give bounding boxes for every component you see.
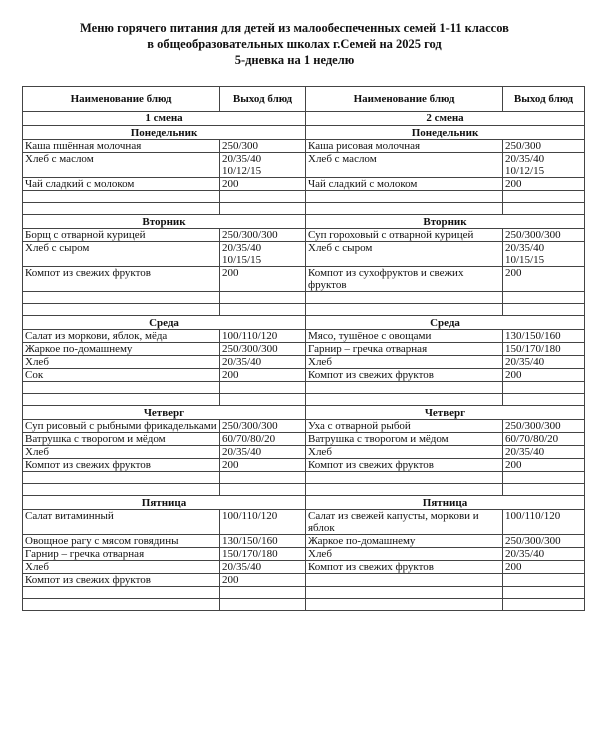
output-cell: 250/300/300 bbox=[503, 535, 585, 548]
table-row bbox=[23, 356, 585, 369]
output-cell: 130/150/160 bbox=[220, 535, 306, 548]
table-row bbox=[23, 330, 585, 343]
day-name: Понедельник bbox=[306, 126, 585, 140]
output-cell: 250/300 bbox=[220, 140, 306, 153]
dish-cell: Чай сладкий с молоком bbox=[23, 178, 220, 191]
empty-cell bbox=[306, 394, 503, 406]
empty-cell bbox=[23, 599, 220, 611]
empty-cell bbox=[306, 587, 503, 599]
output-cell: 200 bbox=[220, 267, 306, 292]
empty-cell bbox=[220, 292, 306, 304]
day-name: Пятница bbox=[23, 496, 306, 510]
shift-label: 1 смена bbox=[23, 112, 306, 126]
output-cell: 250/300 bbox=[503, 140, 585, 153]
dish-cell: Хлеб с сыром bbox=[23, 242, 220, 267]
empty-row bbox=[23, 599, 585, 611]
empty-cell bbox=[503, 484, 585, 496]
output-cell: 200 bbox=[503, 369, 585, 382]
output-cell: 20/35/40 bbox=[220, 446, 306, 459]
output-cell: 20/35/40 10/12/15 bbox=[220, 153, 306, 178]
output-cell: 20/35/40 bbox=[503, 446, 585, 459]
dish-cell: Мясо, тушёное с овощами bbox=[306, 330, 503, 343]
empty-cell bbox=[23, 394, 220, 406]
output-cell: 20/35/40 10/15/15 bbox=[220, 242, 306, 267]
header-row bbox=[23, 87, 585, 112]
empty-cell bbox=[503, 394, 585, 406]
empty-cell bbox=[220, 304, 306, 316]
dish-cell: Компот из свежих фруктов bbox=[23, 267, 220, 292]
empty-cell bbox=[23, 191, 220, 203]
dish-cell: Гарнир – гречка отварная bbox=[23, 548, 220, 561]
dish-cell: Овощное рагу с мясом говядины bbox=[23, 535, 220, 548]
output-cell: 20/35/40 bbox=[503, 548, 585, 561]
output-cell: 200 bbox=[503, 267, 585, 292]
table-row bbox=[23, 548, 585, 561]
dish-cell: Хлеб bbox=[23, 446, 220, 459]
output-cell: 250/300/300 bbox=[503, 229, 585, 242]
output-cell: 250/300/300 bbox=[220, 343, 306, 356]
empty-cell bbox=[220, 599, 306, 611]
output-cell: 100/110/120 bbox=[220, 330, 306, 343]
empty-cell bbox=[23, 472, 220, 484]
empty-row bbox=[23, 484, 585, 496]
table-row bbox=[23, 561, 585, 574]
column-header-output: Выход блюд bbox=[220, 87, 306, 112]
empty-cell bbox=[503, 472, 585, 484]
dish-cell: Компот из свежих фруктов bbox=[23, 459, 220, 472]
dish-cell bbox=[306, 574, 503, 587]
empty-cell bbox=[220, 587, 306, 599]
output-cell: 200 bbox=[503, 459, 585, 472]
table-row bbox=[23, 267, 585, 292]
output-cell: 200 bbox=[220, 178, 306, 191]
empty-cell bbox=[503, 382, 585, 394]
empty-cell bbox=[220, 203, 306, 215]
empty-cell bbox=[306, 599, 503, 611]
dish-cell: Каша пшённая молочная bbox=[23, 140, 220, 153]
empty-row bbox=[23, 394, 585, 406]
dish-cell: Хлеб с маслом bbox=[23, 153, 220, 178]
output-cell: 100/110/120 bbox=[220, 510, 306, 535]
dish-cell: Хлеб bbox=[23, 561, 220, 574]
table-row bbox=[23, 446, 585, 459]
table-row bbox=[23, 140, 585, 153]
output-cell: 200 bbox=[503, 561, 585, 574]
day-name: Вторник bbox=[306, 215, 585, 229]
dish-cell: Салат витаминный bbox=[23, 510, 220, 535]
output-cell: 20/35/40 bbox=[220, 356, 306, 369]
empty-row bbox=[23, 292, 585, 304]
column-header-output: Выход блюд bbox=[503, 87, 585, 112]
empty-cell bbox=[503, 587, 585, 599]
day-row bbox=[23, 406, 585, 420]
empty-cell bbox=[23, 304, 220, 316]
table-row bbox=[23, 535, 585, 548]
dish-cell: Борщ с отварной курицей bbox=[23, 229, 220, 242]
table-row bbox=[23, 369, 585, 382]
dish-cell: Компот из свежих фруктов bbox=[306, 561, 503, 574]
empty-cell bbox=[23, 203, 220, 215]
output-cell: 20/35/40 10/12/15 bbox=[503, 153, 585, 178]
empty-cell bbox=[306, 484, 503, 496]
empty-cell bbox=[503, 292, 585, 304]
day-name: Пятница bbox=[306, 496, 585, 510]
day-row bbox=[23, 215, 585, 229]
output-cell: 250/300/300 bbox=[220, 229, 306, 242]
menu-table bbox=[22, 86, 585, 611]
empty-row bbox=[23, 304, 585, 316]
dish-cell: Салат из свежей капусты, моркови и яблок bbox=[306, 510, 503, 535]
table-row bbox=[23, 178, 585, 191]
dish-cell: Суп гороховый с отварной курицей bbox=[306, 229, 503, 242]
output-cell: 150/170/180 bbox=[503, 343, 585, 356]
empty-cell bbox=[503, 191, 585, 203]
dish-cell: Компот из свежих фруктов bbox=[306, 369, 503, 382]
week-line: 5-дневка на 1 неделю bbox=[234, 53, 355, 67]
output-cell: 20/35/40 bbox=[220, 561, 306, 574]
shift-row bbox=[23, 112, 585, 126]
day-name: Среда bbox=[306, 316, 585, 330]
table-row bbox=[23, 242, 585, 267]
dish-cell: Чай сладкий с молоком bbox=[306, 178, 503, 191]
dish-cell: Суп рисовый с рыбными фрикадельками bbox=[23, 420, 220, 433]
output-cell: 200 bbox=[220, 369, 306, 382]
empty-cell bbox=[503, 599, 585, 611]
dish-cell: Жаркое по-домашнему bbox=[306, 535, 503, 548]
table-row bbox=[23, 229, 585, 242]
dish-cell: Сок bbox=[23, 369, 220, 382]
empty-cell bbox=[503, 203, 585, 215]
table-row bbox=[23, 574, 585, 587]
empty-cell bbox=[23, 587, 220, 599]
output-cell: 150/170/180 bbox=[220, 548, 306, 561]
dish-cell: Хлеб bbox=[306, 446, 503, 459]
table-row bbox=[23, 510, 585, 535]
day-row bbox=[23, 496, 585, 510]
dish-cell: Хлеб с маслом bbox=[306, 153, 503, 178]
empty-cell bbox=[23, 382, 220, 394]
empty-cell bbox=[23, 484, 220, 496]
table-row bbox=[23, 459, 585, 472]
output-cell: 100/110/120 bbox=[503, 510, 585, 535]
dish-cell: Салат из моркови, яблок, мёда bbox=[23, 330, 220, 343]
dish-cell: Хлеб bbox=[306, 548, 503, 561]
output-cell: 130/150/160 bbox=[503, 330, 585, 343]
column-header-dish: Наименование блюд bbox=[23, 87, 220, 112]
dish-cell: Жаркое по-домашнему bbox=[23, 343, 220, 356]
empty-row bbox=[23, 472, 585, 484]
empty-cell bbox=[306, 382, 503, 394]
dish-cell: Уха с отварной рыбой bbox=[306, 420, 503, 433]
output-cell: 60/70/80/20 bbox=[220, 433, 306, 446]
dish-cell: Компот из свежих фруктов bbox=[306, 459, 503, 472]
dish-cell: Компот из свежих фруктов bbox=[23, 574, 220, 587]
empty-cell bbox=[220, 382, 306, 394]
output-cell: 20/35/40 10/15/15 bbox=[503, 242, 585, 267]
shift-label: 2 смена bbox=[306, 112, 585, 126]
dish-cell: Гарнир – гречка отварная bbox=[306, 343, 503, 356]
day-name: Среда bbox=[23, 316, 306, 330]
day-row bbox=[23, 316, 585, 330]
empty-cell bbox=[220, 191, 306, 203]
empty-cell bbox=[503, 304, 585, 316]
subtitle-line: в общеобразовательных школах г.Семей на 2025 год bbox=[147, 37, 442, 51]
dish-cell: Хлеб bbox=[23, 356, 220, 369]
output-cell: 250/300/300 bbox=[503, 420, 585, 433]
table-row bbox=[23, 343, 585, 356]
output-cell: 200 bbox=[220, 574, 306, 587]
output-cell: 20/35/40 bbox=[503, 356, 585, 369]
dish-cell: Ватрушка с творогом и мёдом bbox=[306, 433, 503, 446]
empty-cell bbox=[220, 484, 306, 496]
day-name: Четверг bbox=[23, 406, 306, 420]
output-cell bbox=[503, 574, 585, 587]
empty-cell bbox=[306, 292, 503, 304]
output-cell: 200 bbox=[220, 459, 306, 472]
table-row bbox=[23, 420, 585, 433]
document-header bbox=[0, 20, 589, 68]
empty-cell bbox=[306, 191, 503, 203]
day-name: Понедельник bbox=[23, 126, 306, 140]
empty-cell bbox=[306, 304, 503, 316]
dish-cell: Хлеб с сыром bbox=[306, 242, 503, 267]
day-row bbox=[23, 126, 585, 140]
table-row bbox=[23, 433, 585, 446]
title-line: Меню горячего питания для детей из малообеспеченных семей 1-11 классов bbox=[80, 21, 509, 35]
empty-cell bbox=[220, 394, 306, 406]
day-name: Вторник bbox=[23, 215, 306, 229]
dish-cell: Компот из сухофруктов и свежих фруктов bbox=[306, 267, 503, 292]
empty-row bbox=[23, 191, 585, 203]
dish-cell: Ватрушка с творогом и мёдом bbox=[23, 433, 220, 446]
output-cell: 60/70/80/20 bbox=[503, 433, 585, 446]
empty-cell bbox=[220, 472, 306, 484]
empty-row bbox=[23, 203, 585, 215]
dish-cell: Хлеб bbox=[306, 356, 503, 369]
output-cell: 250/300/300 bbox=[220, 420, 306, 433]
column-header-dish: Наименование блюд bbox=[306, 87, 503, 112]
empty-row bbox=[23, 382, 585, 394]
empty-cell bbox=[306, 203, 503, 215]
table-row bbox=[23, 153, 585, 178]
empty-cell bbox=[23, 292, 220, 304]
output-cell: 200 bbox=[503, 178, 585, 191]
dish-cell: Каша рисовая молочная bbox=[306, 140, 503, 153]
empty-row bbox=[23, 587, 585, 599]
empty-cell bbox=[306, 472, 503, 484]
day-name: Четверг bbox=[306, 406, 585, 420]
